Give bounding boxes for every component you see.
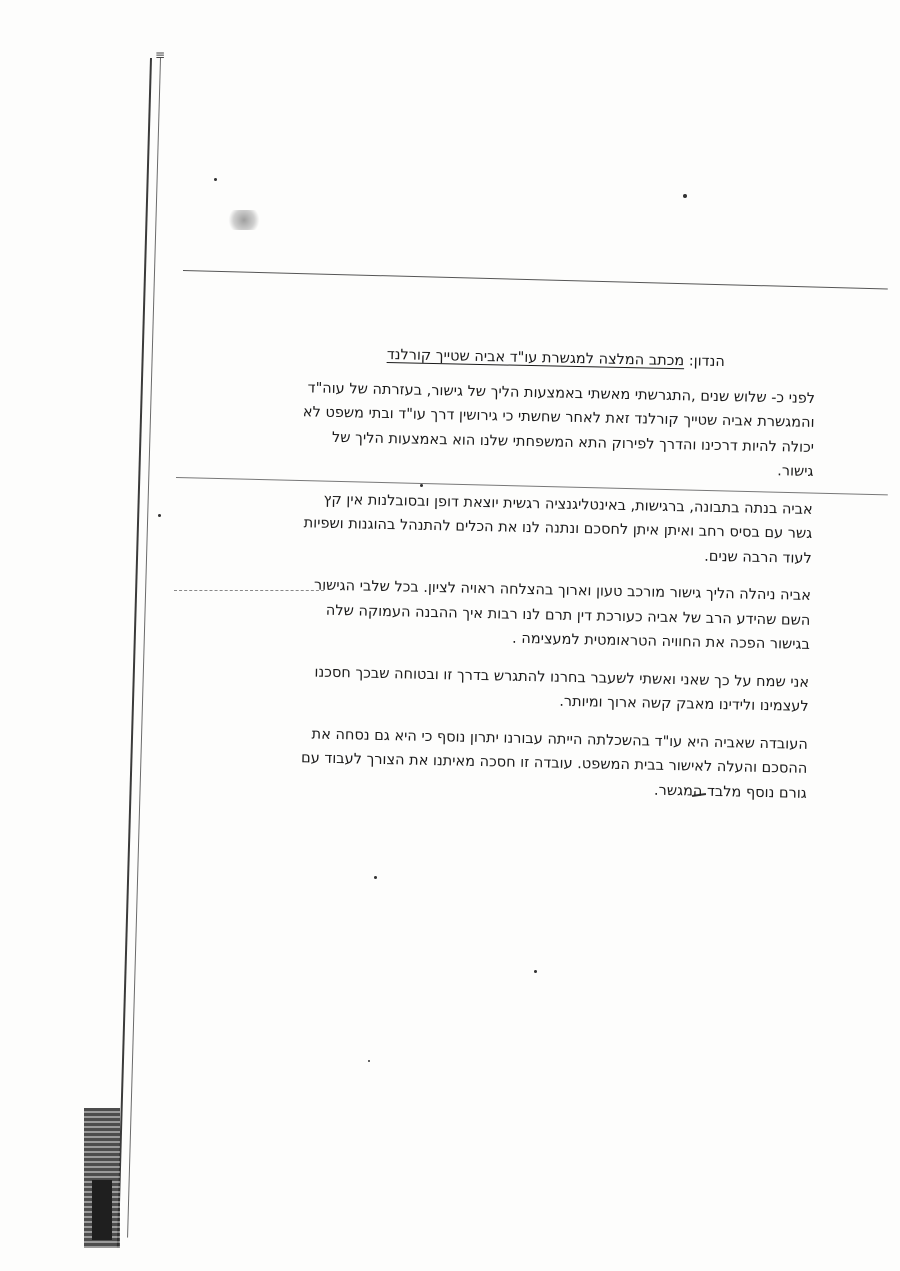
scan-binder-line <box>117 58 152 1248</box>
subject-label: הנדון: <box>688 353 725 371</box>
paragraph-line: והמגשרת אביה שטייך קורלנד זאת לאחר שחשתי כי גירושין דרך עו"ד ובתי משפט לא <box>302 404 815 431</box>
paragraph-line: יכולה להיות דרכינו והדרך לפירוק התא המשפחתי שלנו הוא באמצעות הליך של <box>331 429 815 456</box>
scan-speck <box>374 876 377 879</box>
paragraph-4 <box>288 660 809 720</box>
paragraph-line: העובדה שאביה היא עו"ד בהשכלתה הייתה עבורנו יתרון נוסף כי היא גם נסחה את <box>311 726 808 753</box>
scan-speck <box>214 178 217 181</box>
scan-speck <box>158 514 161 517</box>
scan-binder-line-secondary <box>127 58 161 1238</box>
paragraph-3 <box>290 573 811 657</box>
binder-mark-icon: ≡ <box>155 48 166 62</box>
paragraph-line: גישור. <box>777 463 814 480</box>
paragraph-line: גורם נוסף מלבד המגשר. <box>653 782 807 802</box>
paragraph-1 <box>293 376 815 485</box>
paragraph-line: לעצמינו ולידינו מאבק קשה ארוך ומיותר. <box>559 693 809 715</box>
scan-edge-artifact-dark <box>92 1180 112 1240</box>
letter-subject <box>296 341 816 376</box>
letter-body <box>286 341 816 819</box>
paragraph-line: השם שהידע הרב של אביה כעורכת דין תרם לנו רבות איך ההבנה העמוקה שלה <box>325 602 811 629</box>
scan-speck <box>368 1060 370 1062</box>
horizontal-rule-top <box>183 270 888 289</box>
paragraph-line: אביה בנתה בתבונה, ברגישות, באינטליגנציה רגשית יוצאת דופן ובסובלנות אין קץ <box>323 491 813 518</box>
paragraph-5 <box>287 722 808 806</box>
paragraph-line: אני שמח על כך שאני ואשתי לשעבר בחרנו להתגרש בדרך זו ובטוחה שבכך חסכנו <box>314 664 810 691</box>
paragraph-line: ההסכם והעלה לאישור בבית המשפט. עובדה זו חסכה מאיתנו את הצורך לעבוד עם <box>300 750 808 777</box>
paragraph-2 <box>292 487 813 571</box>
scan-speck <box>683 194 687 198</box>
paragraph-line: לפני כ- שלוש שנים ,התגרשתי מאשתי באמצעות הליך של גישור, בעזרתה של עוה"ד <box>307 379 816 407</box>
faint-stamp-mark <box>226 210 262 230</box>
paragraph-line: אביה ניהלה הליך גישור מורכב טעון וארוך בהצלחה ראויה לציון. בכל שלבי הגישור <box>313 577 812 604</box>
paragraph-line: גשר עם בסיס רחב ואיתן איתן לחסכם ונתנה לנו את הכלים להתנהל בהוגנות ושפיות <box>303 515 813 542</box>
paragraph-line: בגישור הפכה את החוויה הטראומטית למעצימה . <box>511 630 811 653</box>
scan-speck <box>534 970 537 973</box>
subject-text: מכתב המלצה למגשרת עו"ד אביה שטייך קורלנד <box>386 347 685 370</box>
paragraph-line: לעוד הרבה שנים. <box>704 548 812 567</box>
